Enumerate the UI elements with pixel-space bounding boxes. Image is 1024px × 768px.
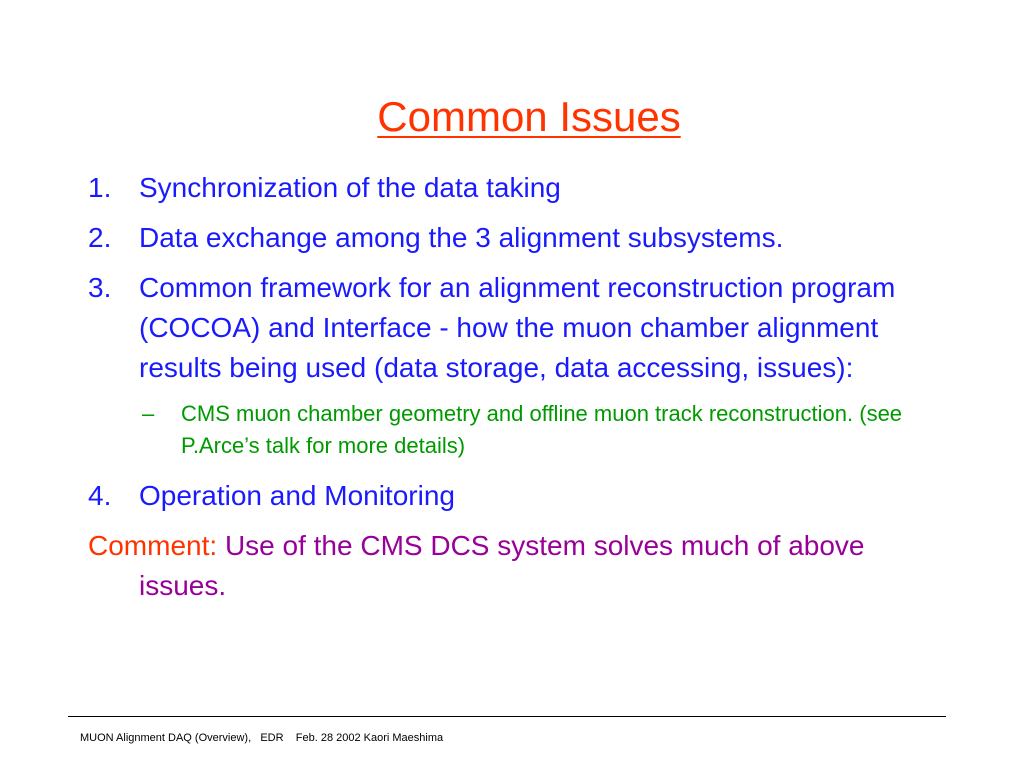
- list-item-text: Data exchange among the 3 alignment subsystems.: [139, 222, 784, 253]
- comment-label: Comment:: [88, 530, 218, 561]
- slide-content: [88, 168, 948, 606]
- list-number: 4.: [88, 480, 112, 511]
- sub-item: [88, 398, 948, 462]
- footer-divider: [68, 716, 946, 717]
- comment: [88, 526, 948, 606]
- comment-text: Use of the CMS DCS system solves much of above issues.: [139, 530, 865, 601]
- list-number: 3.: [88, 272, 112, 303]
- list-number: 1.: [88, 172, 112, 203]
- footer-text: MUON Alignment DAQ (Overview), EDR Feb. 28 2002 Kaori Maeshima: [80, 732, 444, 744]
- list-item-text: Common framework for an alignment reconstruction program (COCOA) and Interface - how the muon chamber alignment results being used (data storage, data accessing, issues):: [139, 272, 896, 383]
- list-item-4: [88, 476, 948, 516]
- list-item-2: [88, 218, 948, 258]
- list-item-text: Operation and Monitoring: [139, 480, 455, 511]
- list-item-text: Synchronization of the data taking: [139, 172, 561, 203]
- list-item-1: [88, 168, 948, 208]
- list-item-3: [88, 268, 948, 388]
- sub-item-text: CMS muon chamber geometry and offline muon track reconstruction. (see P.Arce’s talk for more details): [181, 401, 903, 458]
- dash-bullet: –: [142, 401, 155, 426]
- list-number: 2.: [88, 222, 112, 253]
- slide-title: Common Issues: [377, 93, 681, 140]
